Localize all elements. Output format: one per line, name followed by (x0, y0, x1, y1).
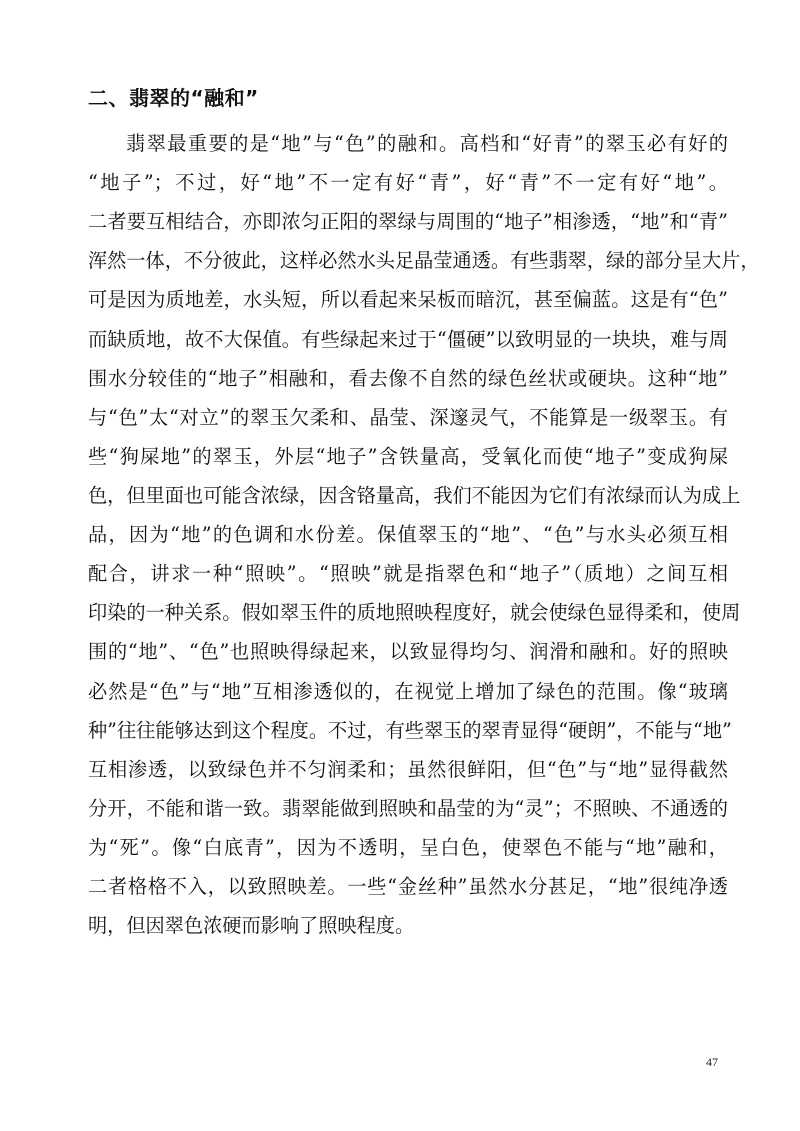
paragraph-line: 互相渗透，以致绿色并不匀润柔和；虽然很鲜阳，但“色”与“地”显得截然 (88, 757, 728, 781)
paragraph-line: 浑然一体，不分彼此，这样必然水头足晶莹通透。有些翡翠，绿的部分呈大片， (88, 249, 760, 273)
page-number: 47 (706, 1055, 718, 1069)
paragraph-line: 与“色”太“对立”的翠玉欠柔和、晶莹、深邃灵气，不能算是一级翠玉。有 (88, 405, 728, 429)
paragraph-line: 分开，不能和谐一致。翡翠能做到照映和晶莹的为“灵”；不照映、不通透的 (88, 796, 728, 820)
paragraph-line: 可是因为质地差，水头短，所以看起来呆板而暗沉，甚至偏蓝。这是有“色” (88, 288, 728, 312)
paragraph-line: 二者要互相结合，亦即浓匀正阳的翠绿与周围的“地子”相渗透，“地”和“青” (88, 210, 728, 234)
paragraph-line: 明，但因翠色浓硬而影响了照映程度。 (88, 914, 415, 938)
paragraph-line: 翡翠最重要的是“地”与“色”的融和。高档和“好青”的翠玉必有好的 (126, 132, 728, 155)
paragraph-line: 围水分较佳的“地子”相融和，看去像不自然的绿色丝状或硬块。这种“地” (88, 366, 728, 390)
paragraph-line: 二者格格不入，以致照映差。一些“金丝种”虽然水分甚足，“地”很纯净透 (88, 875, 728, 899)
paragraph-line: 为“死”。像“白底青”，因为不透明，呈白色，使翠色不能与“地”融和， (88, 835, 728, 859)
paragraph-line: “地子”；不过，好“地”不一定有好“青”，好“青”不一定有好“地”。 (88, 171, 728, 195)
paragraph-line: 品，因为“地”的色调和水份差。保值翠玉的“地”、“色”与水头必须互相 (88, 523, 728, 547)
paragraph-line: 必然是“色”与“地”互相渗透似的，在视觉上增加了绿色的范围。像“玻璃 (88, 679, 728, 703)
paragraph-line: 配合，讲求一种“照映”。“照映”就是指翠色和“地子”（质地）之间互相 (88, 562, 728, 586)
paragraph-line: 色，但里面也可能含浓绿，因含铬量高，我们不能因为它们有浓绿而认为成上 (88, 483, 741, 507)
section-heading: 二、翡翠的“融和” (88, 86, 259, 110)
paragraph-line: 些“狗屎地”的翠玉，外层“地子”含铁量高，受氧化而使“地子”变成狗屎 (88, 444, 728, 468)
paragraph-line: 围的“地”、“色”也照映得绿起来，以致显得均匀、润滑和融和。好的照映 (88, 640, 728, 664)
paragraph-line: 印染的一种关系。假如翠玉件的质地照映程度好，就会使绿色显得柔和，使周 (88, 601, 741, 625)
body-paragraph (88, 129, 760, 950)
paragraph-line: 而缺质地，故不大保值。有些绿起来过于“僵硬”以致明显的一块块，难与周 (88, 327, 728, 351)
paragraph-line: 种”往往能够达到这个程度。不过，有些翠玉的翠青显得“硬朗”，不能与“地” (88, 718, 732, 742)
